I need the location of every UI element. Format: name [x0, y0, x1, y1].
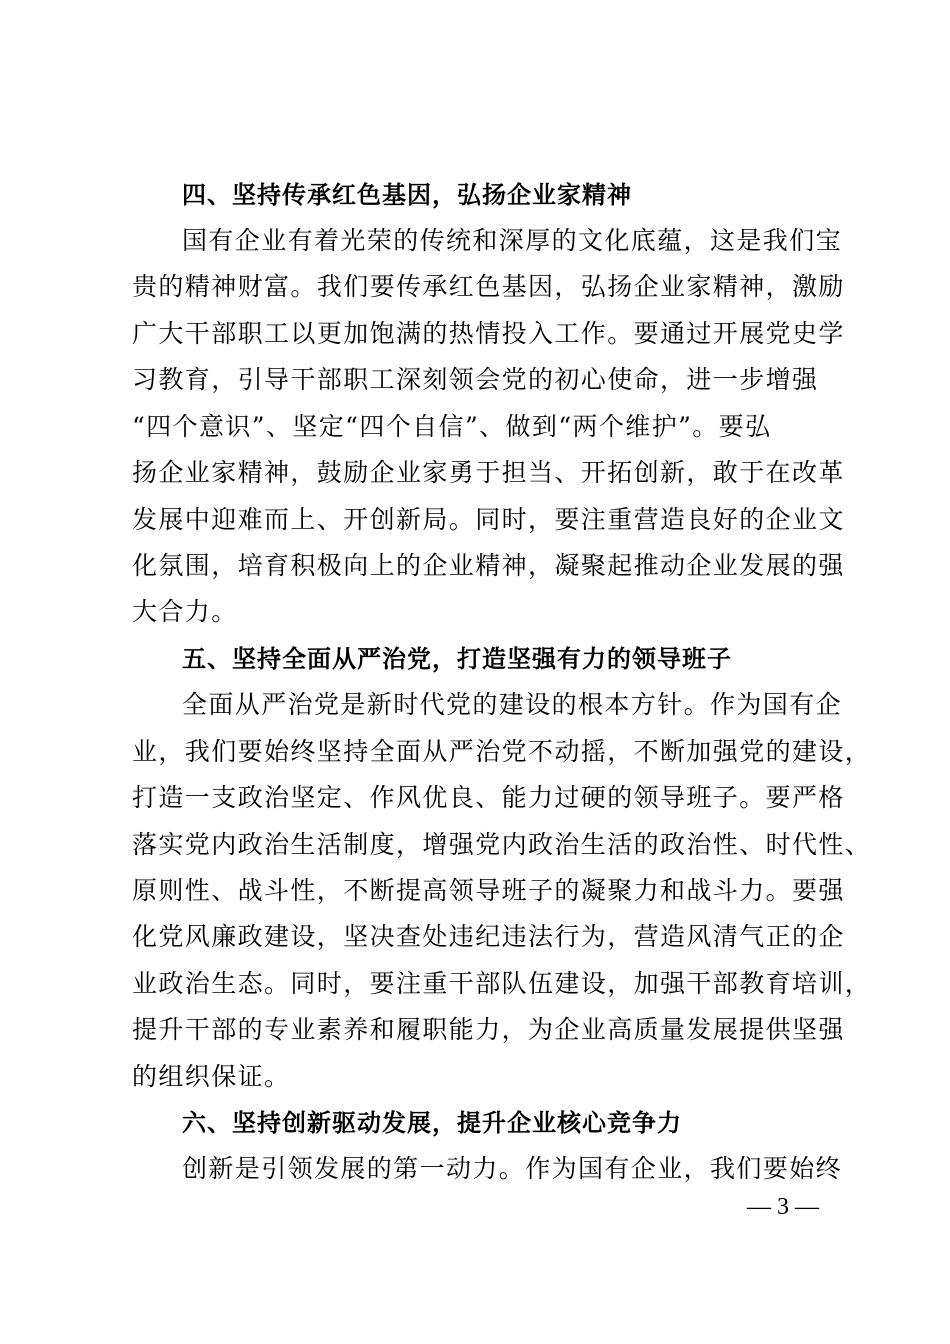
section-heading-5: 五、坚持全面从严治党，打造坚强有力的领导班子: [182, 645, 732, 673]
paragraph-line: 扬企业家精神，鼓励企业家勇于担当、开拓创新，敢于在改革: [132, 458, 845, 487]
paragraph-line: 贵的精神财富。我们要传承红色基因，弘扬企业家精神，激励: [132, 272, 845, 301]
page-number: — 3 —: [747, 1194, 819, 1220]
section-heading-6: 六、坚持创新驱动发展，提升企业核心竞争力: [182, 1109, 682, 1137]
paragraph-line: 打造一支政治坚定、作风优良、能力过硬的领导班子。要严格: [132, 783, 845, 812]
paragraph-line: 化党风廉政建设，坚决查处违纪违法行为，营造风清气正的企: [132, 922, 845, 951]
paragraph-line: 全面从严治党是新时代党的建设的根本方针。作为国有企: [182, 690, 843, 719]
paragraph-line: 业政治生态。同时，要注重干部队伍建设，加强干部教育培训，: [132, 969, 872, 998]
paragraph-line: 发展中迎难而上、开创新局。同时，要注重营造良好的企业文: [132, 505, 845, 534]
paragraph-line: 化氛围，培育积极向上的企业精神，凝聚起推动企业发展的强: [132, 551, 845, 580]
paragraph-line: 创新是引领发展的第一动力。作为国有企业，我们要始终: [182, 1154, 843, 1183]
paragraph-line: 广大干部职工以更加饱满的热情投入工作。要通过开展党史学: [132, 319, 845, 348]
paragraph-line: 落实党内政治生活制度，增强党内政治生活的政治性、时代性、: [132, 830, 872, 859]
section-heading-4: 四、坚持传承红色基因，弘扬企业家精神: [182, 181, 632, 209]
paragraph-line: 国有企业有着光荣的传统和深厚的文化底蕴，这是我们宝: [182, 226, 843, 255]
paragraph-line: 原则性、战斗性，不断提高领导班子的凝聚力和战斗力。要强: [132, 876, 845, 905]
paragraph-line: 提升干部的专业素养和履职能力，为企业高质量发展提供坚强: [132, 1015, 845, 1044]
paragraph-line: 的组织保证。: [132, 1062, 291, 1091]
paragraph-line: 习教育，引导干部职工深刻领会党的初心使命，进一步增强: [132, 365, 819, 394]
paragraph-line: 业，我们要始终坚持全面从严治党不动摇，不断加强党的建设，: [132, 737, 872, 766]
paragraph-line: “四个意识”、坚定“四个自信”、做到“两个维护”。要弘: [132, 412, 772, 441]
paragraph-line: 大合力。: [132, 597, 238, 626]
